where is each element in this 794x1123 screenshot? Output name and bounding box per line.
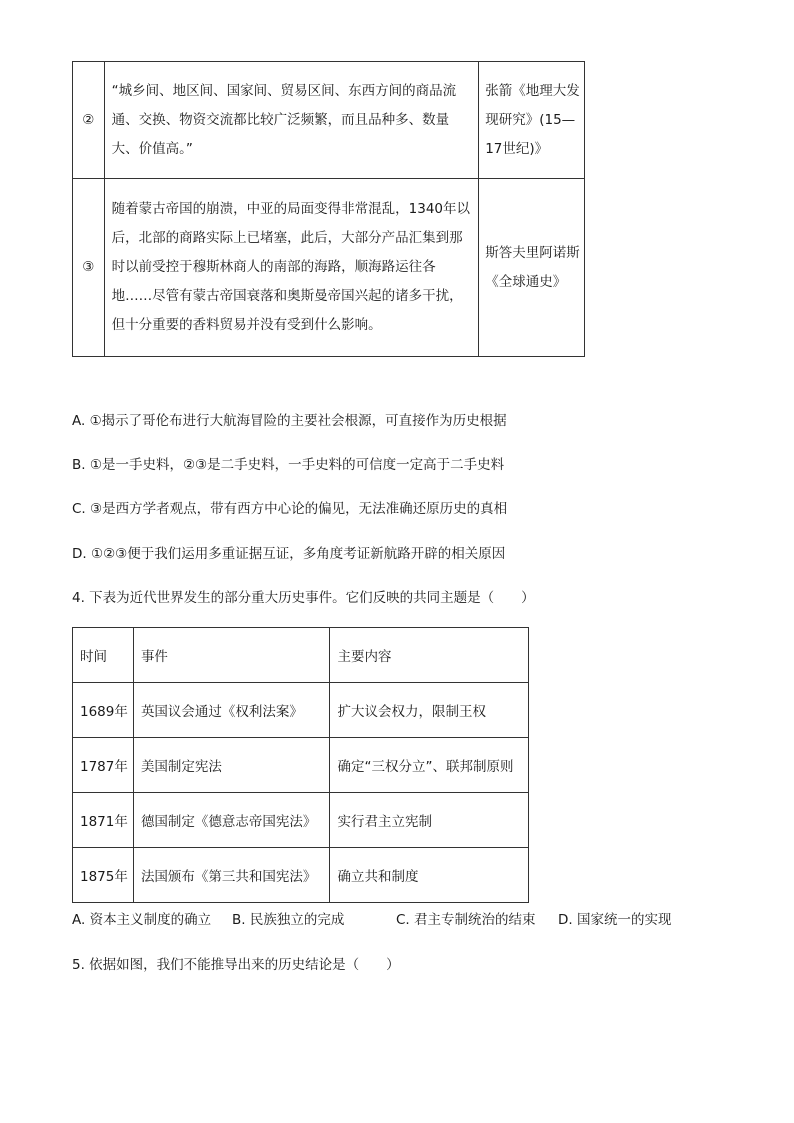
source-number: ③ — [73, 179, 105, 357]
table-row — [73, 62, 585, 179]
q3-option-d: D. ①②③便于我们运用多重证据互证，多角度考证新航路开辟的相关原因 — [72, 546, 506, 562]
q4-option-d: D. 国家统一的实现 — [558, 912, 672, 928]
event-content: 扩大议会权力，限制王权 — [330, 683, 529, 738]
event-year: 1689年 — [73, 683, 134, 738]
event-name: 德国制定《德意志帝国宪法》 — [133, 793, 330, 848]
table-row — [73, 848, 529, 903]
source-text: “城乡间、地区间、国家间、贸易区间、东西方间的商品流通、交换、物资交流都比较广泛频繁，而且品种多、数量大、价值高。” — [104, 62, 479, 179]
q5-stem: 5. 依据如图，我们不能推导出来的历史结论是（ ） — [72, 957, 400, 973]
q3-option-b: B. ①是一手史料，②③是二手史料，一手史料的可信度一定高于二手史料 — [72, 457, 505, 473]
event-name: 法国颁布《第三共和国宪法》 — [133, 848, 330, 903]
table-header-row — [73, 628, 529, 683]
event-content: 确立共和制度 — [330, 848, 529, 903]
q3-option-c: C. ③是西方学者观点，带有西方中心论的偏见，无法准确还原历史的真相 — [72, 501, 508, 517]
q4-option-a: A. 资本主义制度的确立 — [72, 912, 212, 928]
table-row — [73, 683, 529, 738]
table-row — [73, 738, 529, 793]
q3-option-a: A. ①揭示了哥伦布进行大航海冒险的主要社会根源，可直接作为历史根据 — [72, 413, 507, 429]
column-header: 主要内容 — [330, 628, 529, 683]
source-table — [72, 61, 585, 357]
table-row — [73, 793, 529, 848]
q4-option-b: B. 民族独立的完成 — [232, 912, 345, 928]
column-header: 事件 — [133, 628, 330, 683]
q4-stem: 4. 下表为近代世界发生的部分重大历史事件。它们反映的共同主题是（ ） — [72, 590, 535, 606]
event-year: 1871年 — [73, 793, 134, 848]
event-year: 1875年 — [73, 848, 134, 903]
source-text: 随着蒙古帝国的崩溃，中亚的局面变得非常混乱，1340年以后，北部的商路实际上已堵塞，此后，大部分产品汇集到那时以前受控于穆斯林商人的南部的海路，顺海路运往各地……尽管有蒙古帝国衰落和奥斯曼帝国兴起的诸多干扰，但十分重要的香料贸易并没有受到什么影响。 — [104, 179, 479, 357]
event-content: 实行君主立宪制 — [330, 793, 529, 848]
event-name: 英国议会通过《权利法案》 — [133, 683, 330, 738]
source-reference: 张箭《地理大发现研究》(15—17世纪)》 — [479, 62, 585, 179]
table-row — [73, 179, 585, 357]
events-table — [72, 627, 529, 903]
source-number: ② — [73, 62, 105, 179]
event-year: 1787年 — [73, 738, 134, 793]
event-content: 确定“三权分立”、联邦制原则 — [330, 738, 529, 793]
column-header: 时间 — [73, 628, 134, 683]
event-name: 美国制定宪法 — [133, 738, 330, 793]
q4-option-c: C. 君主专制统治的结束 — [396, 912, 536, 928]
source-reference: 斯答夫里阿诺斯《全球通史》 — [479, 179, 585, 357]
